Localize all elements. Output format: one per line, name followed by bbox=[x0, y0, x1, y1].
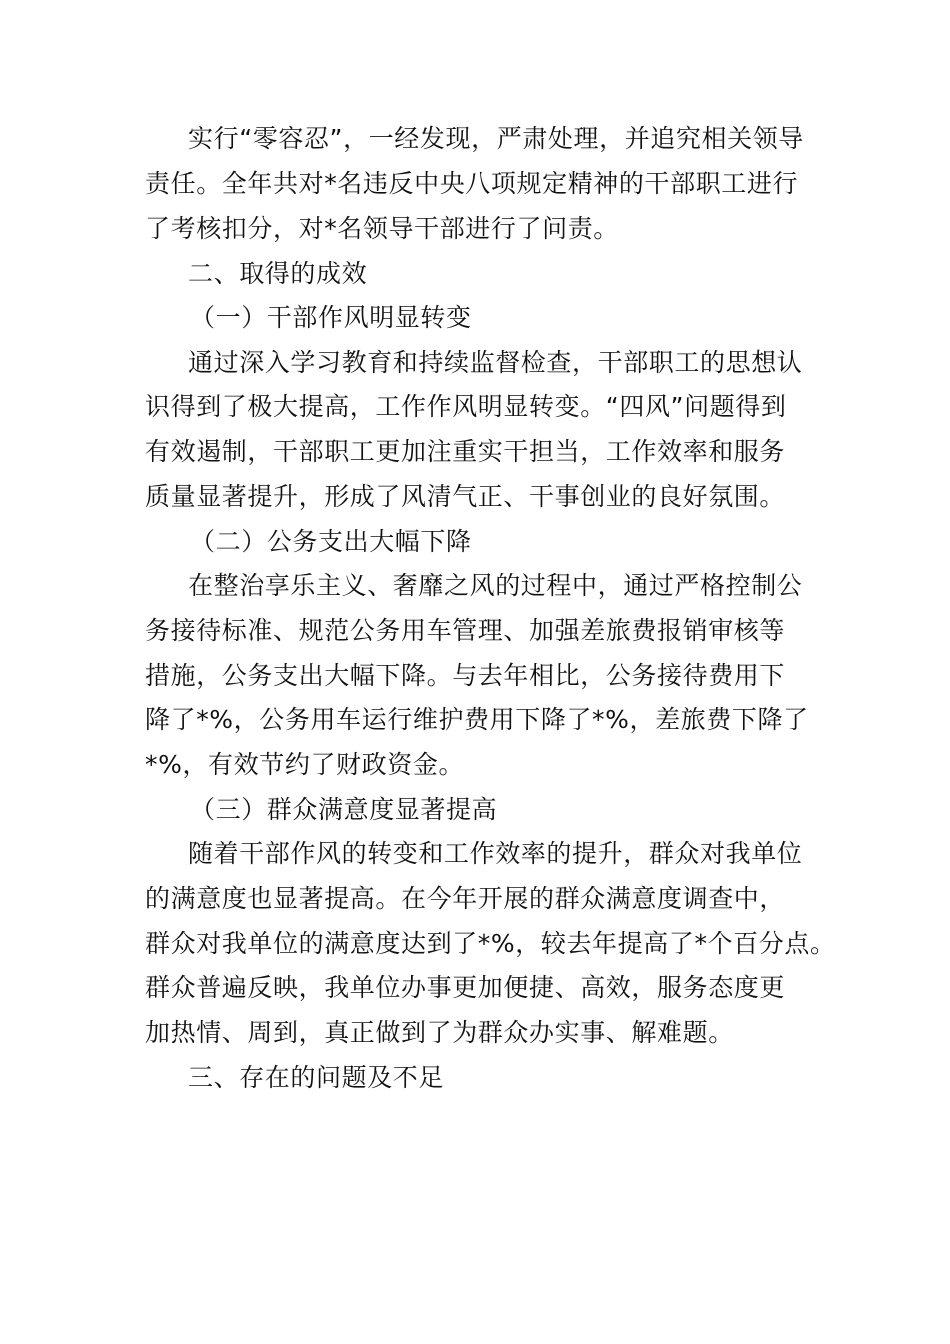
section-heading: 三、存在的问题及不足 bbox=[188, 1063, 445, 1092]
subsection-heading: （三）群众满意度显著提高 bbox=[190, 795, 498, 824]
paragraph-line: 务接待标准、规范公务用车管理、加强差旅费报销审核等 bbox=[145, 616, 786, 645]
paragraph-line: *%，有效节约了财政资金。 bbox=[145, 750, 465, 779]
section-heading: 二、取得的成效 bbox=[188, 259, 368, 288]
paragraph-line: 识得到了极大提高，工作作风明显转变。“四风”问题得到 bbox=[145, 392, 787, 421]
paragraph-line: 在整治享乐主义、奢靡之风的过程中，通过严格控制公 bbox=[188, 571, 803, 600]
paragraph-line: 加热情、周到，真正做到了为群众办实事、解难题。 bbox=[145, 1018, 734, 1047]
paragraph-line: 了考核扣分，对*名领导干部进行了问责。 bbox=[145, 214, 619, 243]
paragraph-line: 群众对我单位的满意度达到了*%，较去年提高了*个百分点。 bbox=[145, 929, 836, 958]
paragraph-line: 通过深入学习教育和持续监督检查，干部职工的思想认 bbox=[188, 348, 803, 377]
paragraph-line: 有效遏制，干部职工更加注重实干担当，工作效率和服务 bbox=[145, 437, 786, 466]
subsection-heading: （二）公务支出大幅下降 bbox=[190, 527, 472, 556]
paragraph-line: 随着干部作风的转变和工作效率的提升，群众对我单位 bbox=[188, 839, 803, 868]
paragraph-line: 实行“零容忍”，一经发现，严肃处理，并追究相关领导 bbox=[188, 124, 804, 153]
paragraph-line: 责任。全年共对*名违反中央八项规定精神的干部职工进行 bbox=[145, 169, 799, 198]
paragraph-line: 降了*%，公务用车运行维护费用下降了*%，差旅费下降了 bbox=[145, 705, 809, 734]
paragraph-line: 质量显著提升，形成了风清气正、干事创业的良好氛围。 bbox=[145, 482, 786, 511]
paragraph-line: 的满意度也显著提高。在今年开展的群众满意度调查中， bbox=[145, 884, 786, 913]
paragraph-line: 群众普遍反映，我单位办事更加便捷、高效，服务态度更 bbox=[145, 973, 786, 1002]
paragraph-line: 措施，公务支出大幅下降。与去年相比，公务接待费用下 bbox=[145, 661, 786, 690]
subsection-heading: （一）干部作风明显转变 bbox=[190, 303, 472, 332]
